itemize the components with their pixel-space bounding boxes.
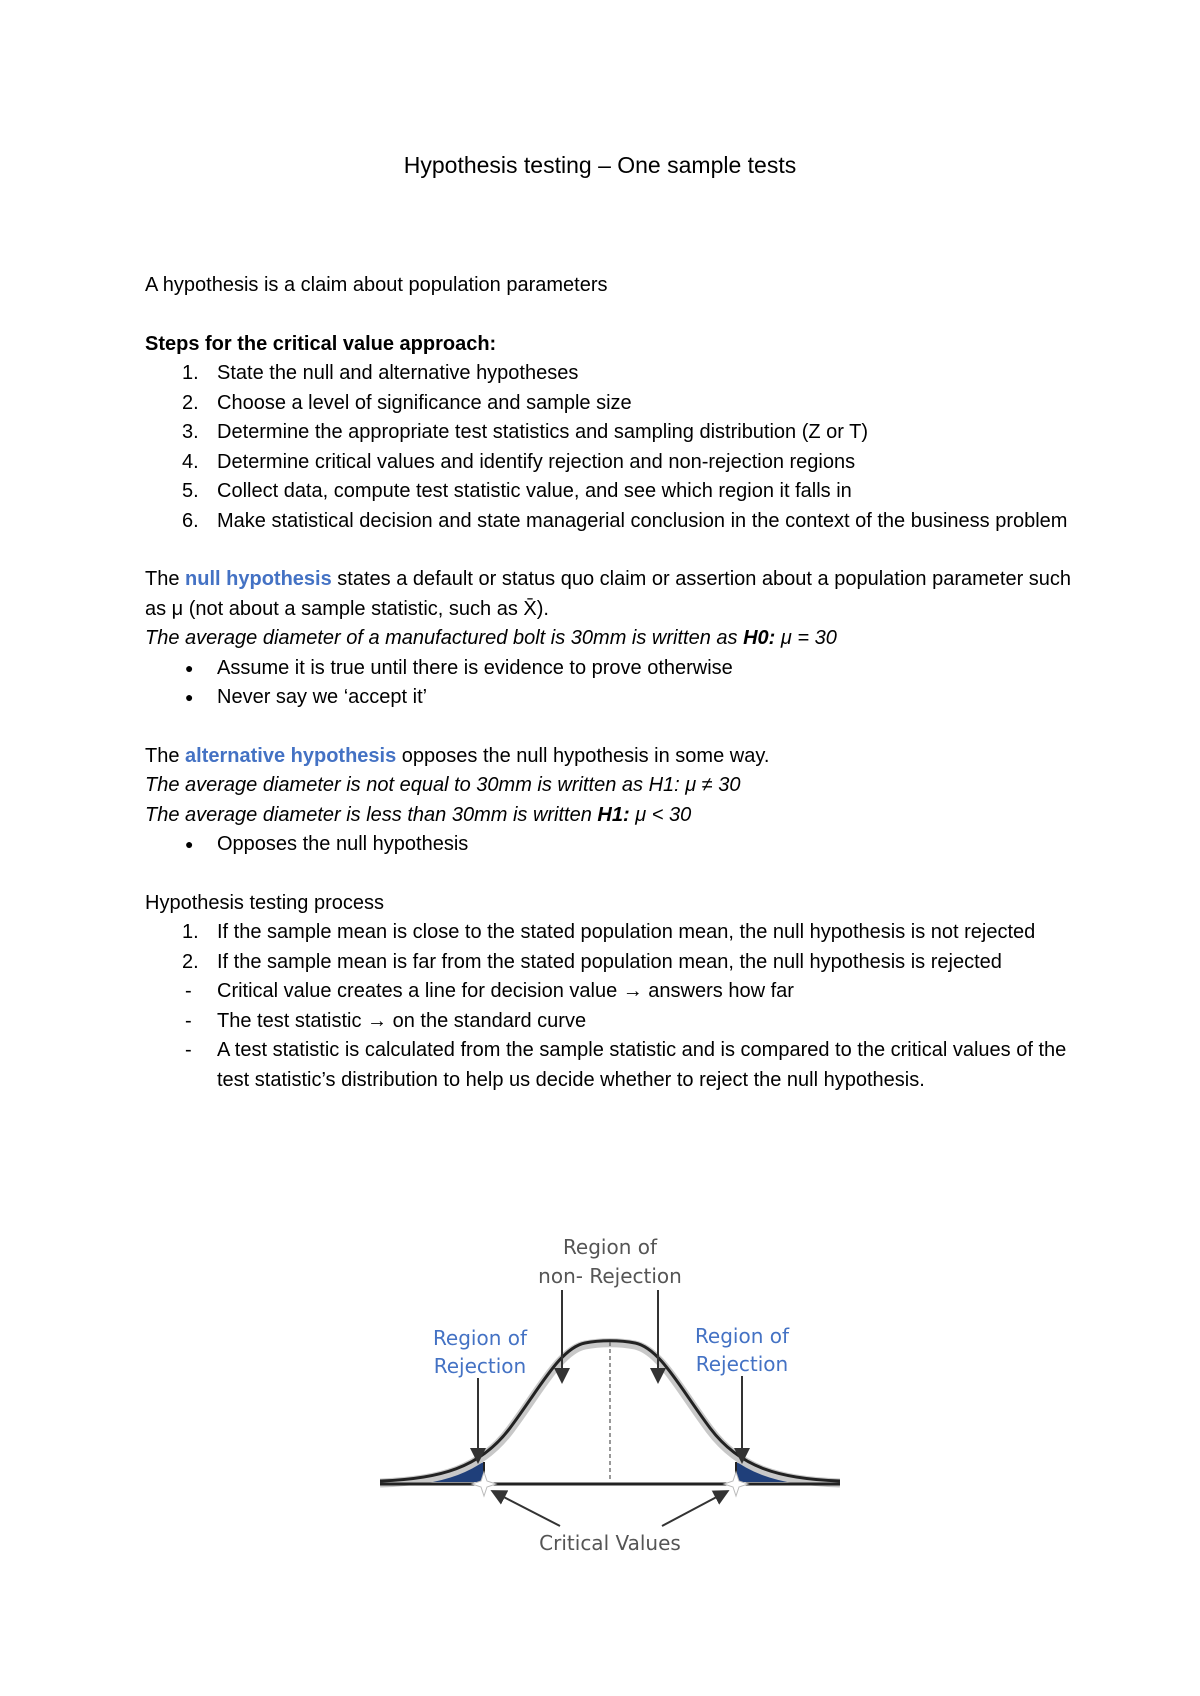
document-body xyxy=(145,271,1075,1095)
list-item: 2. If the sample mean is far from the stated population mean, the null hypothesis is rejected xyxy=(182,950,1002,973)
process-list xyxy=(145,918,1075,977)
list-item: - The test statistic → on the standard curve xyxy=(185,1009,587,1032)
alternative-example-2: The average diameter is less than 30mm is written H1: μ < 30 xyxy=(145,803,692,826)
right-label-line2: Rejection xyxy=(695,1352,789,1376)
bullet-icon: ● xyxy=(185,836,194,852)
null-hypothesis-bullets xyxy=(145,654,1075,713)
left-label-line2: Rejection xyxy=(433,1354,527,1378)
normal-distribution-figure xyxy=(380,1230,840,1560)
list-item: ● Assume it is true until there is evidence to prove otherwise xyxy=(145,654,1075,684)
normal-curve-diagram xyxy=(380,1230,840,1560)
list-item: ● Never say we ‘accept it’ xyxy=(145,683,1075,713)
right-label-line1: Region of xyxy=(694,1324,790,1348)
alternative-hypothesis-bullets xyxy=(145,830,1075,860)
list-item: 1. State the null and alternative hypotheses xyxy=(182,362,579,384)
list-item: 1. If the sample mean is close to the stated population mean, the null hypothesis is not rejected xyxy=(182,921,1036,943)
steps-heading: Steps for the critical value approach: xyxy=(145,332,497,355)
list-item: 3. Determine the appropriate test statistics and sampling distribution (Z or T) xyxy=(182,421,869,443)
null-hypothesis-example: The average diameter of a manufactured bolt is 30mm is written as H0: μ = 30 xyxy=(145,627,837,649)
alternative-example-1: The average diameter is not equal to 30mm is written as H1: μ ≠ 30 xyxy=(145,774,741,796)
bullet-icon: ● xyxy=(185,689,194,705)
document-title: Hypothesis testing – One sample tests xyxy=(403,152,797,178)
alternative-hypothesis-term: alternative hypothesis xyxy=(185,744,397,767)
null-hypothesis-paragraph: The null hypothesis states a default or status quo claim or assertion about a population parameter such as μ (not about a sample statistic, such as X̄). xyxy=(145,568,1072,620)
left-label-line1: Region of xyxy=(432,1326,528,1350)
center-label-line2: non- Rejection xyxy=(538,1264,682,1288)
process-dash-list xyxy=(145,977,1075,1095)
null-hypothesis-term: null hypothesis xyxy=(185,568,332,590)
list-item: 6. Make statistical decision and state managerial conclusion in the context of the business problem xyxy=(182,509,1068,532)
list-item: 4. Determine critical values and identify rejection and non-rejection regions xyxy=(182,450,856,473)
bottom-right-arrow xyxy=(662,1492,726,1526)
center-label-line1: Region of xyxy=(562,1235,658,1259)
bullet-icon: ● xyxy=(185,659,194,676)
list-item: - A test statistic is calculated from the sample statistic and is compared to the critical values of the test statistic’s distribution to help us decide whether to reject the null hypothesis. xyxy=(185,1039,1067,1091)
list-item: 2. Choose a level of significance and sample size xyxy=(182,391,632,414)
process-heading: Hypothesis testing process xyxy=(145,891,385,914)
bottom-label: Critical Values xyxy=(539,1531,681,1555)
intro-paragraph: A hypothesis is a claim about population parameters xyxy=(145,274,608,296)
bottom-left-arrow xyxy=(494,1492,560,1526)
list-item: ● Opposes the null hypothesis xyxy=(145,830,1075,860)
steps-list xyxy=(145,359,1075,536)
list-item: 5. Collect data, compute test statistic value, and see which region it falls in xyxy=(182,480,852,502)
list-item: - Critical value creates a line for decision value → answers how far xyxy=(185,980,794,1002)
alternative-hypothesis-paragraph: The alternative hypothesis opposes the null hypothesis in some way. xyxy=(145,744,770,767)
